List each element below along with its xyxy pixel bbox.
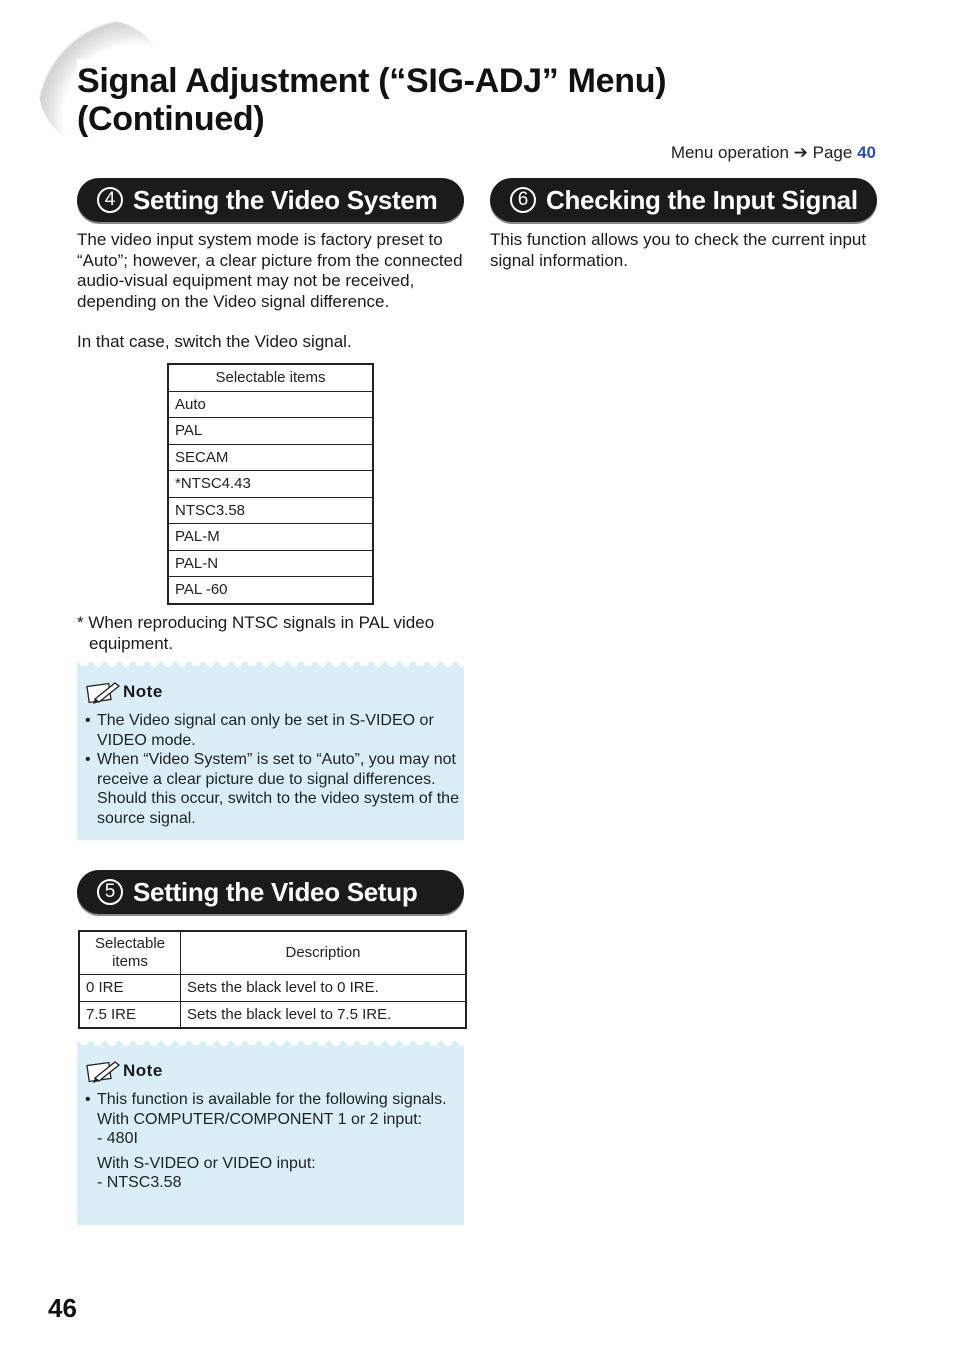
scallop-border <box>77 1041 464 1050</box>
note-label: Note <box>123 682 163 701</box>
table-cell: PAL-N <box>168 550 373 577</box>
note-line: - 480I <box>97 1130 138 1147</box>
section-number-badge: 5 <box>97 879 123 905</box>
table-row <box>168 471 373 498</box>
pencil-note-icon <box>85 1058 121 1084</box>
table-row <box>79 1001 466 1028</box>
section-title: Setting the Video System <box>133 184 438 215</box>
note-heading <box>85 1058 464 1084</box>
page-title-line2: (Continued) <box>77 100 265 138</box>
table-row <box>168 524 373 551</box>
menu-reference-page-link[interactable]: 40 <box>857 143 876 162</box>
note-line: With S-VIDEO or VIDEO input: <box>97 1154 316 1172</box>
table-cell: *NTSC4.43 <box>168 471 373 498</box>
note-box-video-system <box>77 662 464 840</box>
page-title <box>77 62 877 138</box>
scallop-border <box>77 662 464 671</box>
input-signal-description: This function allows you to check the current input signal information. <box>490 230 867 270</box>
section-number-badge: 6 <box>510 187 536 213</box>
section-header-input-signal <box>490 178 877 222</box>
note-box-video-setup <box>77 1041 464 1225</box>
list-item: • When “Video System” is set to “Auto”, you may not receive a clear picture due to signal differences. Should this occur, switch to the video system of the source signal. <box>85 750 464 828</box>
table-cell: Sets the black level to 7.5 IRE. <box>181 1001 467 1028</box>
video-setup-table <box>78 930 467 1029</box>
table-row <box>168 550 373 577</box>
table-header: Selectable items <box>79 931 181 975</box>
table-row <box>168 577 373 604</box>
table-cell: 7.5 IRE <box>79 1001 181 1028</box>
section-title: Setting the Video Setup <box>133 876 418 907</box>
table-row <box>168 497 373 524</box>
list-item: • The Video signal can only be set in S-VIDEO or VIDEO mode. <box>85 711 464 750</box>
table-cell: PAL-M <box>168 524 373 551</box>
note-list <box>85 711 464 828</box>
section-header-video-setup <box>77 870 464 914</box>
table-header: Description <box>181 931 467 975</box>
table-cell: NTSC3.58 <box>168 497 373 524</box>
section-header-video-system <box>77 178 464 222</box>
note-heading <box>85 679 464 705</box>
table-row <box>168 418 373 445</box>
section-title: Checking the Input Signal <box>546 184 858 215</box>
footnote: * When reproducing NTSC signals in PAL video equipment. <box>77 613 435 653</box>
table-row <box>168 391 373 418</box>
list-item <box>85 1090 464 1193</box>
menu-reference-text: Menu operation ➔ Page <box>670 143 853 162</box>
video-system-description: The video input system mode is factory preset to “Auto”; however, a clear picture from the connected audio-visual equipment may not be received, depending on the Video signal difference. <box>77 230 463 311</box>
table-row <box>79 975 466 1002</box>
table-cell: 0 IRE <box>79 975 181 1002</box>
table-cell: PAL <box>168 418 373 445</box>
pencil-note-icon <box>85 679 121 705</box>
note-list <box>85 1090 464 1193</box>
note-label: Note <box>123 1061 163 1080</box>
note-line: - NTSC3.58 <box>97 1174 182 1191</box>
table-cell: Sets the black level to 0 IRE. <box>181 975 467 1002</box>
table-row <box>168 444 373 471</box>
page-title-line1: Signal Adjustment (“SIG-ADJ” Menu) <box>77 62 667 100</box>
video-system-instruction: In that case, switch the Video signal. <box>77 332 352 351</box>
menu-operation-reference <box>671 143 876 163</box>
note-line: With COMPUTER/COMPONENT 1 or 2 input: <box>97 1110 423 1128</box>
table-cell: PAL -60 <box>168 577 373 604</box>
page-number: 46 <box>48 1293 77 1323</box>
video-system-table <box>167 363 374 605</box>
table-header: Selectable items <box>168 364 373 391</box>
table-cell: SECAM <box>168 444 373 471</box>
section-number-badge: 4 <box>97 187 123 213</box>
table-cell: Auto <box>168 391 373 418</box>
note-line: This function is available for the following signals. <box>97 1091 447 1108</box>
